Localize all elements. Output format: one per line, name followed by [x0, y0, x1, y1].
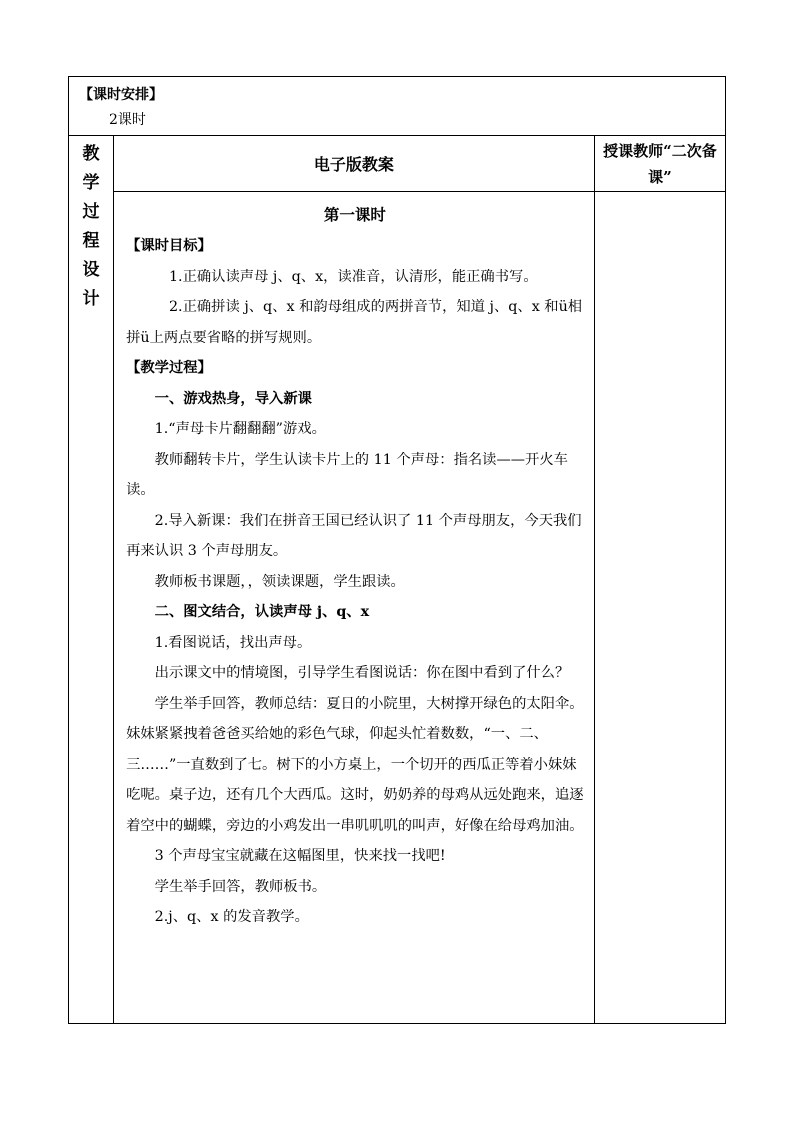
paragraph: 2.导入新课：我们在拼音王国已经认识了 11 个声母朋友，今天我们再来认识 3 个声母朋友。 [126, 512, 582, 559]
paragraph: 出示课文中的情境图，引导学生看图说话：你在图中看到了什么？ [154, 665, 570, 681]
schedule-value: 2课时 [109, 112, 146, 128]
goals-heading: 【课时目标】 [126, 238, 212, 254]
paragraph: 学生举手回答，教师板书。 [154, 878, 327, 895]
side-char: 设 [82, 260, 100, 280]
lesson-title: 第一课时 [323, 205, 386, 224]
process-heading: 【教学过程】 [126, 360, 212, 376]
goal-item: 2.正确拼读 j、q、x 和韵母组成的两拼音节，知道 j、q、x 和ü相拼ü上两点要省略的拼写规则。 [126, 299, 583, 346]
schedule-cell [69, 77, 726, 136]
main-column-header: 电子版教案 [114, 136, 595, 192]
paragraph: 教师翻转卡片，学生认读卡片上的 11 个声母：指名读——开火车读。 [126, 451, 568, 498]
paragraph: 3 个声母宝宝就藏在这幅图里，快来找一找吧! [154, 848, 446, 864]
schedule-heading: 【课时安排】 [79, 87, 163, 103]
paragraph: 教师板书课题，，领读课题，学生跟读。 [154, 573, 405, 590]
side-char: 程 [82, 231, 100, 251]
side-char: 教 [82, 144, 100, 164]
side-char: 学 [82, 173, 100, 193]
right-column-header: 授课教师“二次备课” [594, 136, 725, 192]
side-label-cell [69, 136, 114, 1024]
side-char: 计 [82, 289, 100, 309]
lesson-content-cell [114, 192, 595, 1024]
goal-item: 1.正确认读声母 j、q、x，读准音，认清形，能正确书写。 [168, 268, 538, 285]
paragraph: 2.j、q、x 的发音教学。 [154, 909, 309, 925]
second-preparation-cell [594, 192, 725, 1024]
side-label [69, 136, 113, 314]
side-char: 过 [82, 202, 100, 222]
paragraph: 1.“声母卡片翻翻翻”游戏。 [154, 421, 326, 437]
lesson-plan-table [68, 76, 726, 1024]
section-heading: 二、图文结合，认读声母 j、q、x [154, 604, 370, 620]
paragraph: 学生举手回答，教师总结：夏日的小院里，大树撑开绿色的太阳伞。妹妹紧紧拽着爸爸买给她的彩色气球，仰起头忙着数数，“一、二、三……”一直数到了七。树下的小方桌上，一个切开的西瓜正等着小妹妹吃呢。桌子边，还有几个大西瓜。这时，奶奶养的母鸡从远处跑来，追逐着空中的蝴蝶，旁边的小鸡发出一串叽叽叽的叫声，好像在给母鸡加油。 [126, 695, 584, 834]
paragraph: 1.看图说话，找出声母。 [154, 634, 312, 651]
section-heading: 一、游戏热身，导入新课 [154, 390, 312, 407]
